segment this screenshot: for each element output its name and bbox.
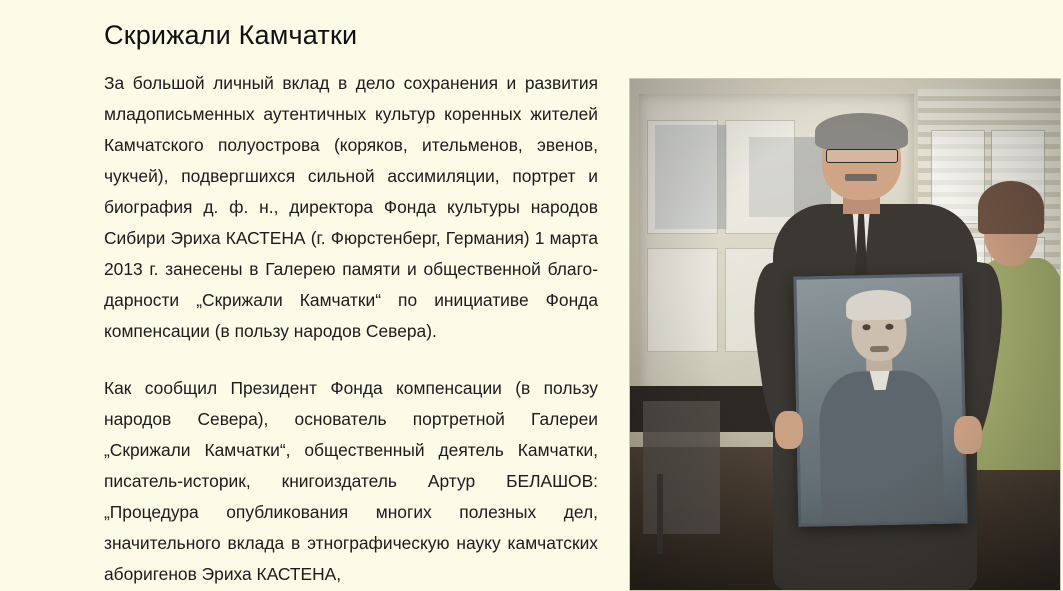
photo-scene (630, 79, 1060, 590)
portrait-mustache (870, 346, 890, 352)
article-text-column (104, 68, 598, 590)
paragraph-1: За большой личный вклад в дело сохранения и развития младописьменных аутентичных культур коренных жителей Камчатского полуострова (коряков, ительменов, эвенов, чукчей), подвергшихся сильной ассимиляции, портрет и биография д. ф. н., директора Фонда культуры народов Сибири Эриха КАСТЕНА (г. Фюрстенберг, Германия) 1 марта 2013 г. занесены в Галерею памяти и общественной благодарности „Скрижали Камчатки“ по инициативе Фонда компенсации (в пользу народов Севера). (104, 73, 598, 341)
person-hair (815, 113, 908, 151)
person-holding-portrait (759, 120, 991, 590)
person-hand-right (954, 416, 982, 454)
article-photo (629, 78, 1061, 591)
glasses-icon (826, 149, 898, 163)
wall-panel (647, 248, 718, 352)
page-title: Скрижали Камчатки (104, 20, 358, 51)
person-mustache (845, 174, 878, 181)
portrait-body (818, 370, 945, 524)
paragraph-2: Как сообщил Президент Фонда компенсации (в пользу народов Севера), основатель портретной Галереи „Скрижали Камчатки“, общественный деятель Камчатки, писатель-историк, книгоиздатель Артур БЕЛАШОВ: „Процедура опубликования многих полезных дел, значительного вклада в этнографическую науку камчатских аборигенов Эриха КАСТЕНА, (104, 378, 598, 584)
wall-panel (647, 120, 718, 234)
portrait-canvas (794, 273, 968, 527)
person-hand-left (775, 411, 803, 449)
chair (643, 401, 720, 534)
portrait-hair (846, 290, 912, 321)
